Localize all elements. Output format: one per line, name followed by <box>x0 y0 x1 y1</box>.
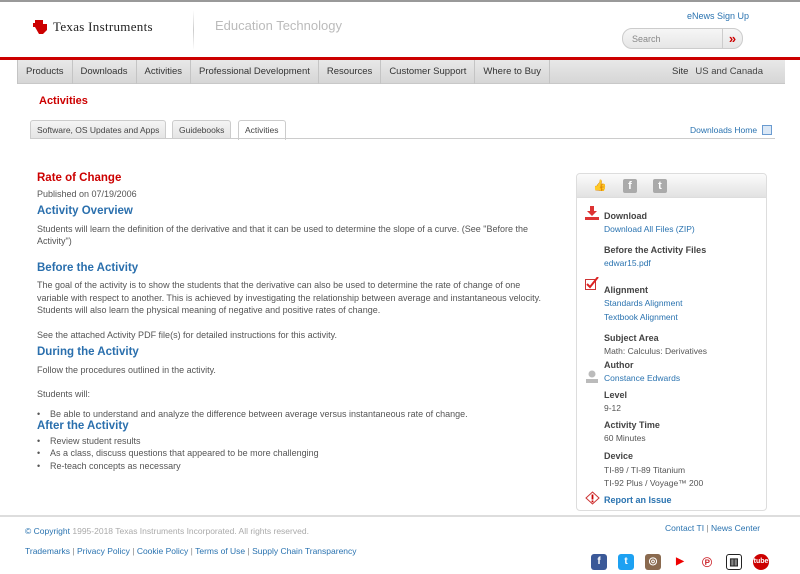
copyright-text: 1995-2018 Texas Instruments Incorporated. All rights reserved. <box>70 526 309 536</box>
list-item: • As a class, discuss questions that appeared to be more challenging <box>37 447 547 460</box>
overview-text: Students will learn the definition of the derivative and that it can be used to determine the slope of a curve. (See "Before the Activity") <box>37 223 528 246</box>
ti-blog-icon[interactable]: ▥ <box>726 554 742 570</box>
nav-where-to-buy[interactable]: Where to Buy <box>475 60 550 84</box>
section-title: Education Technology <box>215 18 342 33</box>
file-link[interactable]: edwar15.pdf <box>604 258 651 268</box>
site-label: Site <box>672 66 689 77</box>
terms-of-use-link[interactable]: Terms of Use <box>195 546 246 556</box>
students-will: Students will: <box>37 389 91 399</box>
list-item: • Review student results <box>37 435 547 448</box>
during-text: Follow the procedures outlined in the activity. <box>37 364 216 375</box>
search-input[interactable]: Search <box>632 33 661 44</box>
home-icon <box>762 125 772 135</box>
alignment-heading: Alignment <box>604 285 648 295</box>
supply-chain-link[interactable]: Supply Chain Transparency <box>252 546 357 556</box>
before-text: The goal of the activity is to show the students that the derivative can also be used to determine the rate of change of one variable with respect to another. This is achieved by investigating the relationship between average and instantaneous velocity. Students will also learn the physical meaning of negative and positive rates of change. <box>37 280 541 315</box>
list-item: • Be able to understand and analyze the difference between average versus instantaneous rate of change. <box>37 408 547 421</box>
downloads-home-label[interactable]: Downloads Home <box>690 125 758 135</box>
download-all-link[interactable]: Download All Files (ZIP) <box>604 224 695 234</box>
nav-professional-development[interactable]: Professional Development <box>191 60 319 84</box>
ti-tube-icon[interactable]: tube <box>753 554 769 570</box>
copyright <box>25 526 309 536</box>
pinterest-icon[interactable]: ℗ <box>701 554 713 570</box>
activity-sidebar <box>576 173 767 511</box>
time-value: 60 Minutes <box>604 433 646 443</box>
author-heading: Author <box>604 360 634 370</box>
search-box[interactable] <box>622 28 743 49</box>
tab-guidebooks[interactable]: Guidebooks <box>172 120 231 139</box>
report-issue-link[interactable]: Report an Issue <box>604 495 672 505</box>
device-value: TI-92 Plus / Voyage™ 200 <box>604 478 704 488</box>
overview-heading: Activity Overview <box>37 205 133 217</box>
facebook-icon[interactable]: f <box>623 179 637 193</box>
nav-customer-support[interactable]: Customer Support <box>381 60 475 84</box>
facebook-icon[interactable]: f <box>591 554 607 570</box>
published-date: Published on 07/19/2006 <box>37 188 137 199</box>
social-icons <box>591 554 769 570</box>
subject-value: Math: Calculus: Derivatives <box>604 346 707 356</box>
brand-name: Texas Instruments <box>53 19 153 34</box>
list-item: • Re-teach concepts as necessary <box>37 460 547 473</box>
main-nav <box>17 60 785 84</box>
nav-downloads[interactable]: Downloads <box>73 60 137 84</box>
footer-links: Trademarks | Privacy Policy | Cookie Policy | Terms of Use | Supply Chain Transparency <box>25 546 357 556</box>
textbook-alignment-link[interactable]: Textbook Alignment <box>604 312 678 322</box>
level-heading: Level <box>604 390 628 400</box>
contact-ti-link[interactable]: Contact TI <box>665 523 705 533</box>
nav-resources[interactable]: Resources <box>319 60 381 84</box>
footer-divider <box>0 515 800 517</box>
copyright-link[interactable]: © Copyright <box>25 526 71 536</box>
author-icon <box>585 370 599 384</box>
checkbox-icon <box>585 277 599 290</box>
site-selector[interactable] <box>672 66 763 77</box>
ti-logo[interactable] <box>32 18 153 36</box>
cookie-policy-link[interactable]: Cookie Policy <box>136 546 189 556</box>
author-link[interactable]: Constance Edwards <box>604 373 681 383</box>
after-heading: After the Activity <box>37 420 129 432</box>
downloads-home-link[interactable] <box>690 125 772 135</box>
download-icon <box>585 206 599 220</box>
news-center-link[interactable]: News Center <box>711 523 761 533</box>
page-title: Activities <box>39 95 88 107</box>
during-heading: During the Activity <box>37 346 139 358</box>
download-heading: Download <box>604 211 647 221</box>
twitter-icon[interactable]: t <box>653 179 667 193</box>
instagram-icon[interactable]: ◎ <box>645 554 661 570</box>
before-instructions: See the attached Activity PDF file(s) for detailed instructions for this activity. <box>37 329 337 340</box>
device-value: TI-89 / TI-89 Titanium <box>604 465 686 475</box>
tab-divider <box>30 138 775 139</box>
like-icon[interactable]: 👍 <box>593 179 607 192</box>
before-files-heading: Before the Activity Files <box>604 245 707 255</box>
top-border <box>0 0 800 2</box>
privacy-policy-link[interactable]: Privacy Policy <box>76 546 130 556</box>
subject-heading: Subject Area <box>604 333 659 343</box>
site-value[interactable]: US and Canada <box>695 66 763 77</box>
enews-signup-link[interactable]: eNews Sign Up <box>687 11 750 21</box>
level-value: 9-12 <box>604 403 622 413</box>
trademarks-link[interactable]: Trademarks <box>25 546 71 556</box>
standards-alignment-link[interactable]: Standards Alignment <box>604 298 683 308</box>
divider <box>193 10 194 50</box>
warning-icon <box>585 491 600 505</box>
activity-title: Rate of Change <box>37 172 122 184</box>
tab-activities[interactable]: Activities <box>238 120 286 140</box>
tab-software[interactable]: Software, OS Updates and Apps <box>30 120 166 139</box>
share-bar <box>577 174 766 198</box>
search-button[interactable]: » <box>722 29 742 48</box>
device-heading: Device <box>604 451 634 461</box>
activity-content <box>37 172 547 472</box>
nav-products[interactable]: Products <box>17 60 73 84</box>
footer-right-links: Contact TI | News Center <box>665 523 761 533</box>
before-heading: Before the Activity <box>37 261 139 274</box>
time-heading: Activity Time <box>604 420 660 430</box>
nav-activities[interactable]: Activities <box>137 60 191 84</box>
youtube-icon[interactable]: ▶ <box>676 556 684 567</box>
ti-logo-icon <box>32 18 48 36</box>
twitter-icon[interactable]: t <box>618 554 634 570</box>
